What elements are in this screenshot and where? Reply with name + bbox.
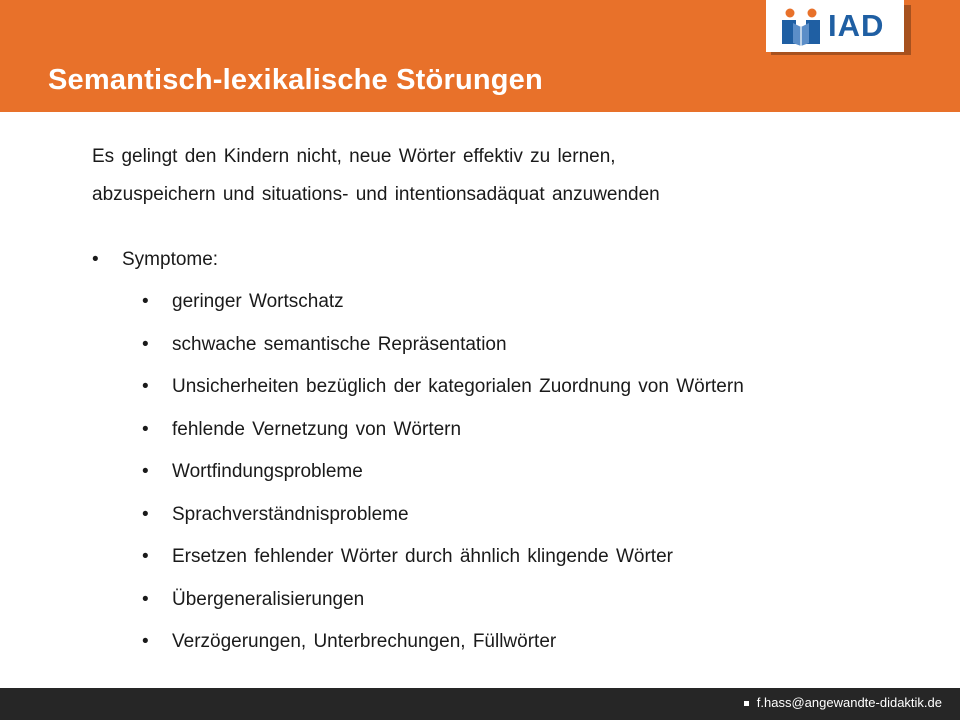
bullet-icon: • <box>142 588 149 610</box>
bullet-icon: • <box>92 249 99 270</box>
symptoms-heading: Symptome: <box>122 249 219 270</box>
logo <box>766 0 904 52</box>
list-item <box>142 536 822 579</box>
list-item <box>142 281 822 324</box>
intro-text <box>92 138 852 214</box>
list-item-text: fehlende Vernetzung von Wörtern <box>172 418 462 440</box>
bullet-icon: • <box>142 503 149 525</box>
list-item-text: Wortfindungsprobleme <box>172 461 363 482</box>
list-item-text: geringer Wortschatz <box>172 291 344 312</box>
list-item <box>142 451 822 494</box>
bullet-icon: • <box>142 631 149 652</box>
intro-line-1: Es gelingt den Kindern nicht, neue Wörter effektiv zu lernen, <box>92 146 616 167</box>
list-item-text: Ersetzen fehlender Wörter durch ähnlich klingende Wörter <box>172 546 673 567</box>
logo-text: IAD <box>828 8 885 43</box>
footer-contact <box>744 695 942 710</box>
list-item-text: schwache semantische Repräsentation <box>172 333 507 355</box>
list-item <box>142 409 822 452</box>
list-item <box>142 324 822 367</box>
symptom-list <box>142 281 822 664</box>
list-item-text: Sprachverständnisprobleme <box>172 503 409 525</box>
list-item-text: Unsicherheiten bezüglich der kategorialen Zuordnung von Wörtern <box>172 376 744 397</box>
bullet-icon: • <box>142 418 149 440</box>
list-item-text: Verzögerungen, Unterbrechungen, Füllwörter <box>172 631 557 652</box>
bullet-icon: • <box>142 291 149 312</box>
bullet-icon: • <box>142 546 149 567</box>
list-item <box>142 494 822 537</box>
bullet-icon: • <box>142 333 149 355</box>
people-figures-icon <box>778 7 824 47</box>
square-bullet-icon <box>744 701 749 706</box>
list-item-text: Übergeneralisierungen <box>172 588 365 610</box>
list-item <box>142 621 822 664</box>
bullet-icon: • <box>142 461 149 482</box>
bullet-icon: • <box>142 376 149 397</box>
list-item <box>142 579 822 622</box>
list-item <box>142 366 822 409</box>
footer-bar <box>0 688 960 720</box>
page-title: Semantisch-lexikalische Störungen <box>48 64 543 96</box>
intro-line-2: abzuspeichern und situations- und intentionsadäquat anzuwenden <box>92 184 660 205</box>
footer-email: f.hass@angewandte-didaktik.de <box>756 695 942 710</box>
